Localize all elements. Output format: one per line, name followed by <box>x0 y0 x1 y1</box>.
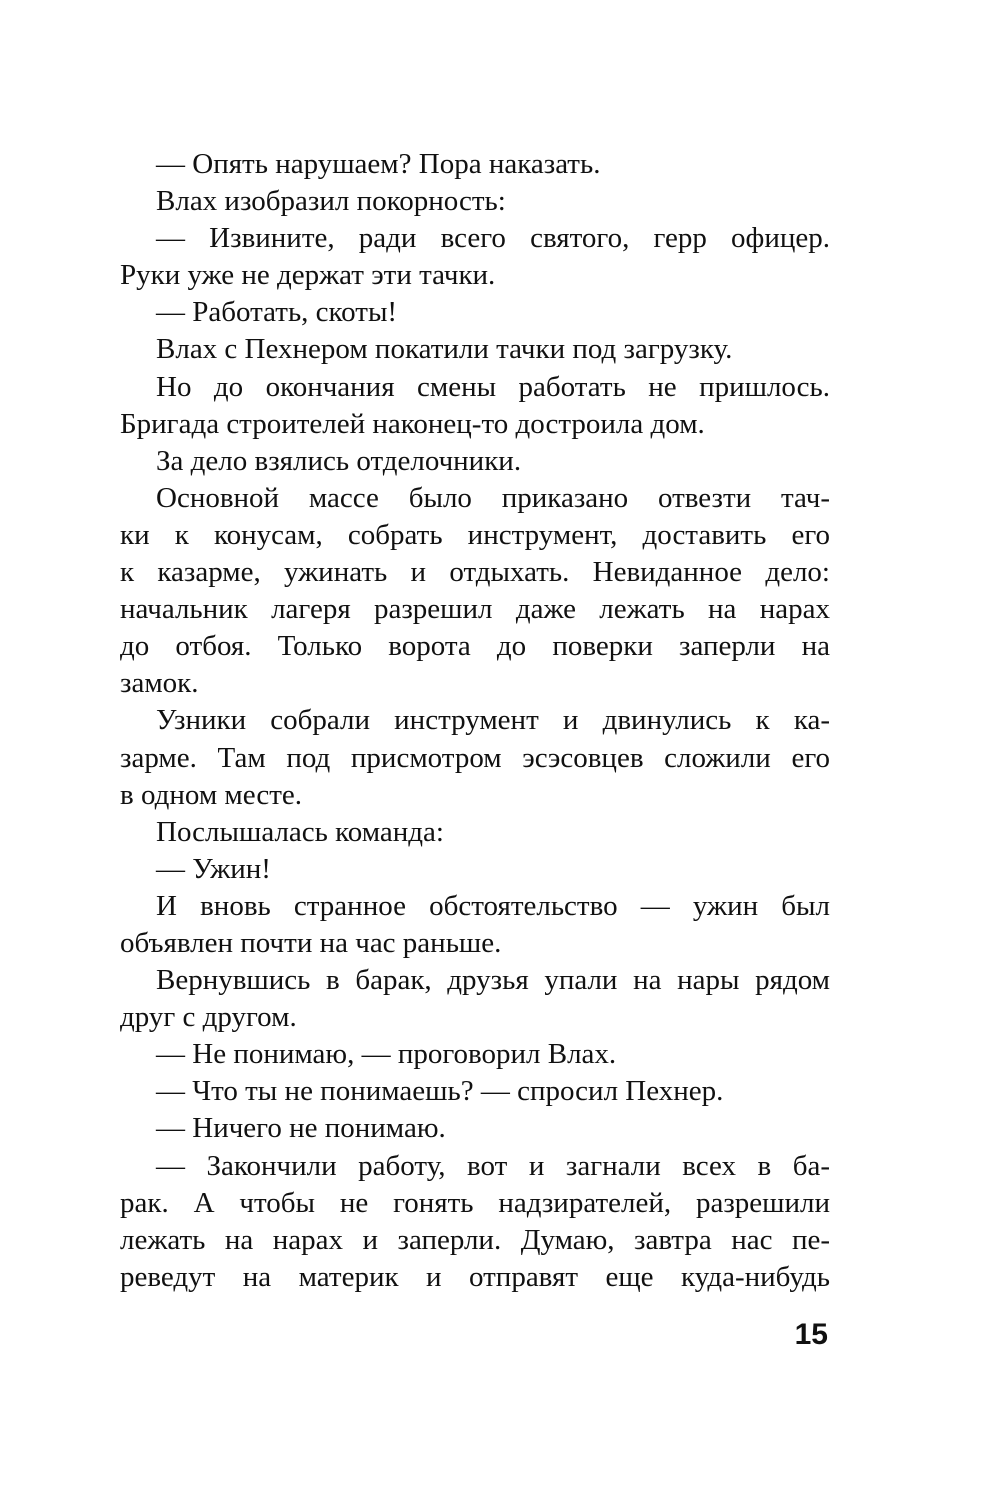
text-line: — Ничего не понимаю. <box>156 1112 446 1145</box>
text-line: Основной массе было приказано отвезти тач- <box>156 481 830 514</box>
text-line: За дело взялись отделочники. <box>156 444 522 477</box>
text-line: Но до окончания смены работать не пришлось. <box>156 370 830 403</box>
text-line: Вернувшись в барак, друзья упали на нары рядом <box>156 964 830 997</box>
text-line: к казарме, ужинать и отдыхать. Невиданное дело: <box>120 556 830 589</box>
text-line: до отбоя. Только ворота до поверки заперли на <box>120 630 830 663</box>
text-line: начальник лагеря разрешил даже лежать на нарах <box>120 593 830 626</box>
text-line: — Опять нарушаем? Пора наказать. <box>156 148 601 180</box>
text-line: объявлен почти на час раньше. <box>120 926 502 959</box>
text-line: реведут на материк и отправят еще куда-нибудь <box>120 1260 830 1293</box>
text-line: И вновь странное обстоятельство — ужин был <box>156 889 830 922</box>
text-line: зарме. Там под присмотром эсэсовцев сложили его <box>120 741 830 774</box>
text-line: Бригада строителей наконец-то достроила дом. <box>120 407 705 440</box>
text-line: Послышалась команда: <box>156 815 444 848</box>
text-line: — Извините, ради всего святого, герр офицер. <box>156 222 830 255</box>
text-line: ки к конусам, собрать инструмент, доставить его <box>120 518 830 551</box>
text-line: рак. А чтобы не гонять надзирателей, разрешили <box>120 1186 830 1219</box>
text-line: — Что ты не понимаешь? — спросил Пехнер. <box>156 1075 724 1108</box>
body-text <box>120 146 830 1296</box>
text-line: — Работать, скоты! <box>156 296 398 329</box>
text-line: — Не понимаю, — проговорил Влах. <box>156 1038 617 1071</box>
text-line: в одном месте. <box>120 778 303 811</box>
text-line: — Ужин! <box>156 852 271 885</box>
text-line: Влах изобразил покорность: <box>156 185 506 218</box>
text-line: друг с другом. <box>120 1001 297 1034</box>
text-line: замок. <box>120 667 199 700</box>
text-line: Узники собрали инструмент и двинулись к ка- <box>156 704 830 737</box>
text-line: Влах с Пехнером покатили тачки под загрузку. <box>156 333 733 366</box>
text-line: лежать на нарах и заперли. Думаю, завтра нас пе- <box>120 1223 830 1256</box>
page-number: 15 <box>794 1318 828 1351</box>
text-line: Руки уже не держат эти тачки. <box>120 259 496 292</box>
text-line: — Закончили работу, вот и загнали всех в ба- <box>156 1149 830 1182</box>
